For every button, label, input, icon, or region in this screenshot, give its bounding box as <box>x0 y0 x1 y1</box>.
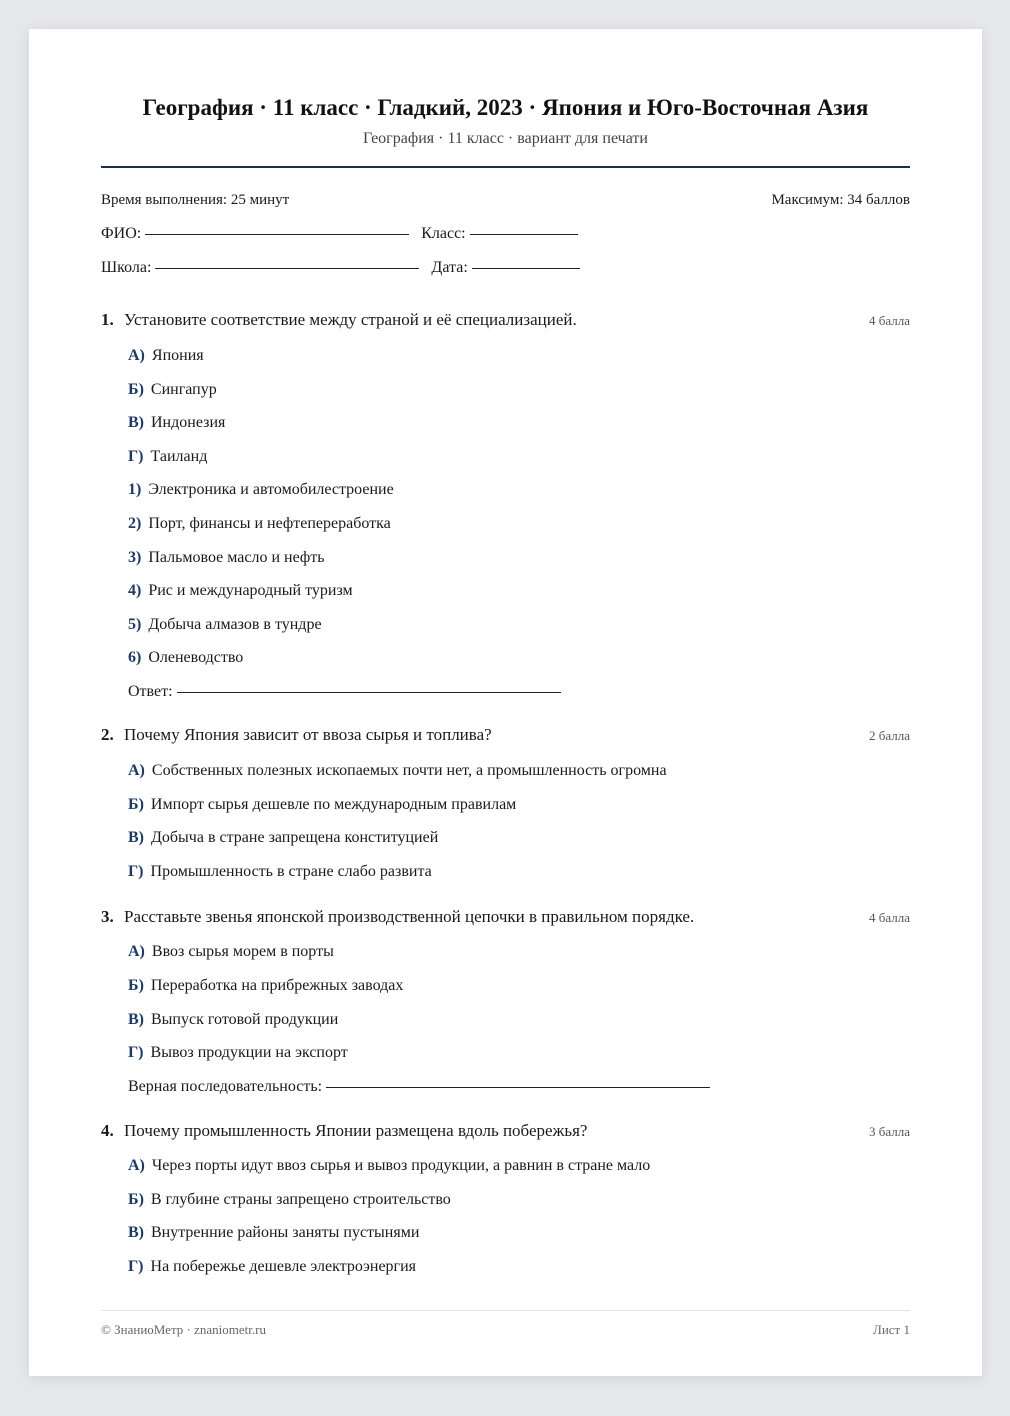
option <box>128 347 204 365</box>
option <box>128 1258 416 1276</box>
option-letter: 3) <box>128 549 142 566</box>
option <box>128 977 403 995</box>
question-number: 1. <box>101 310 114 329</box>
option-text: Рис и международный туризм <box>148 582 353 599</box>
option-text: Порт, финансы и нефтепереработка <box>148 515 391 532</box>
option-text: Выпуск готовой продукции <box>151 1011 339 1028</box>
option-letter: Б) <box>128 381 144 398</box>
answer-label: Ответ: <box>128 683 173 700</box>
option-letter: 1) <box>128 481 142 498</box>
option <box>128 549 325 567</box>
option-letter: Б) <box>128 1191 144 1208</box>
option-letter: Г) <box>128 448 144 465</box>
option <box>128 582 353 600</box>
fio-field[interactable] <box>145 233 409 235</box>
option <box>128 863 432 881</box>
option <box>128 481 394 499</box>
option <box>128 381 217 399</box>
header-divider <box>101 166 910 168</box>
question-text: Почему промышленность Японии размещена вдоль побережья? <box>124 1121 588 1140</box>
option-text: Через порты идут ввоз сырья и вывоз продукции, а равнин в стране мало <box>151 1157 651 1174</box>
option-letter: 5) <box>128 616 142 633</box>
question-text: Расставьте звенья японской производственной цепочки в правильном порядке. <box>124 907 695 926</box>
option <box>128 414 225 432</box>
answer-row <box>128 1078 722 1096</box>
option-text: Пальмовое масло и нефть <box>148 549 325 566</box>
option <box>128 515 391 533</box>
option-text: Переработка на прибрежных заводах <box>150 977 404 994</box>
option-text: Собственных полезных ископаемых почти нет, а промышленность огромна <box>151 762 667 779</box>
answer-row <box>128 683 573 701</box>
option-text: Промышленность в стране слабо развита <box>150 863 432 880</box>
question-points: 4 балла <box>869 313 910 328</box>
question-points: 2 балла <box>869 728 910 743</box>
max-score: Максимум: 34 баллов <box>771 192 910 208</box>
option-letter: А) <box>128 347 145 364</box>
option-text: На побережье дешевле электроэнергия <box>150 1258 417 1275</box>
question-number: 4. <box>101 1121 114 1140</box>
option <box>128 616 322 634</box>
option-letter: В) <box>128 829 144 846</box>
school-label: Школа: <box>101 259 152 276</box>
option-letter: 4) <box>128 582 142 599</box>
option <box>128 829 438 847</box>
option <box>128 448 207 466</box>
answer-label: Верная последовательность: <box>128 1078 323 1095</box>
option-letter: Г) <box>128 863 144 880</box>
option <box>128 1044 348 1062</box>
question-2 <box>101 725 910 880</box>
option-letter: 2) <box>128 515 142 532</box>
footer-sheet-number: Лист 1 <box>873 1322 910 1337</box>
option <box>128 1011 338 1029</box>
school-field[interactable] <box>155 267 419 269</box>
fio-label: ФИО: <box>101 225 142 242</box>
option-text: Добыча алмазов в тундре <box>148 616 322 633</box>
option-letter: Г) <box>128 1258 144 1275</box>
answer-field[interactable] <box>177 691 561 693</box>
option-text: Сингапур <box>150 381 217 398</box>
option <box>128 1157 650 1175</box>
option <box>128 1191 451 1209</box>
page-title: География · 11 класс · Гладкий, 2023 · Япония и Юго-Восточная Азия <box>142 95 869 120</box>
meta-row <box>101 192 910 209</box>
answer-field[interactable] <box>326 1086 710 1088</box>
footer-copyright: © ЗнаниоМетр · znaniometr.ru <box>101 1322 266 1337</box>
option <box>128 649 243 667</box>
question-1 <box>101 310 910 700</box>
option-letter: А) <box>128 1157 145 1174</box>
option-text: Вывоз продукции на экспорт <box>150 1044 348 1061</box>
option-letter: А) <box>128 943 145 960</box>
footer-divider <box>101 1310 910 1311</box>
question-number: 2. <box>101 725 114 744</box>
option-letter: А) <box>128 762 145 779</box>
option-text: Индонезия <box>151 414 226 431</box>
option-letter: 6) <box>128 649 142 666</box>
option-text: Япония <box>151 347 204 364</box>
question-number: 3. <box>101 907 114 926</box>
exam-sheet <box>29 29 982 1376</box>
option-letter: Г) <box>128 1044 144 1061</box>
option-letter: В) <box>128 414 144 431</box>
option-letter: Б) <box>128 977 144 994</box>
question-4 <box>101 1121 910 1275</box>
question-points: 4 балла <box>869 910 910 925</box>
time-limit: Время выполнения: 25 минут <box>101 192 290 208</box>
option-text: Внутренние районы заняты пустынями <box>151 1224 420 1241</box>
page-subtitle: География · 11 класс · вариант для печати <box>363 130 648 147</box>
option-letter: В) <box>128 1011 144 1028</box>
option-text: Таиланд <box>150 448 208 465</box>
option-text: В глубине страны запрещено строительство <box>150 1191 451 1208</box>
school-row <box>101 259 592 277</box>
option <box>128 1224 419 1242</box>
class-label: Класс: <box>421 225 466 242</box>
option-letter: В) <box>128 1224 144 1241</box>
option <box>128 943 334 961</box>
option-text: Электроника и автомобилестроение <box>148 481 394 498</box>
fio-row <box>101 225 590 243</box>
option <box>128 796 516 814</box>
question-points: 3 балла <box>869 1124 910 1139</box>
option-text: Добыча в стране запрещена конституцией <box>151 829 439 846</box>
question-3 <box>101 907 910 1095</box>
page-footer <box>101 1322 910 1338</box>
date-label: Дата: <box>431 259 468 276</box>
option-text: Импорт сырья дешевле по международным правилам <box>150 796 517 813</box>
question-text: Установите соответствие между страной и её специализацией. <box>124 310 577 329</box>
question-text: Почему Япония зависит от ввоза сырья и топлива? <box>124 725 492 744</box>
option-text: Оленеводство <box>148 649 244 666</box>
option-text: Ввоз сырья морем в порты <box>151 943 334 960</box>
class-field[interactable] <box>470 233 578 235</box>
option-letter: Б) <box>128 796 144 813</box>
date-field[interactable] <box>472 267 580 269</box>
option <box>128 762 667 780</box>
